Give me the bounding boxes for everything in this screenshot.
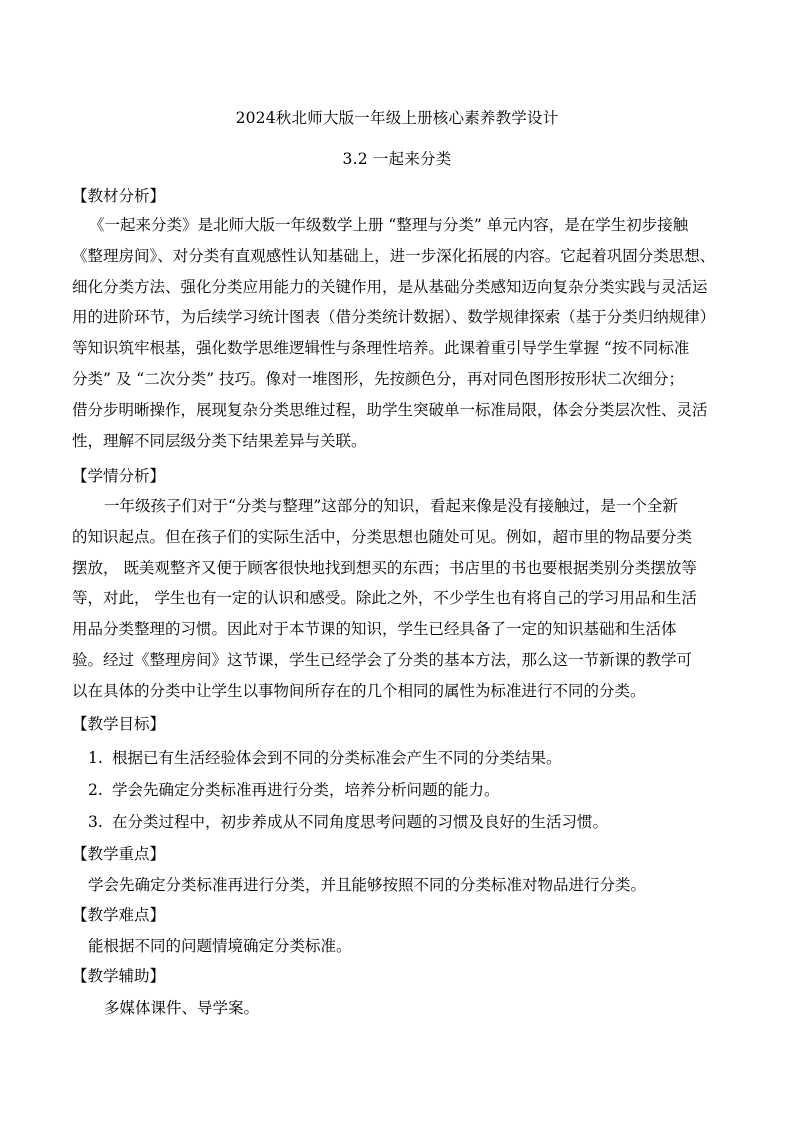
students-line: 一年级孩子们对于“分类与整理”这部分的知识，看起来像是没有接触过，是一个全新 bbox=[104, 497, 678, 515]
students-line: 摆放， 既美观整齐又便于顾客很快地找到想买的东西；书店里的书也要根据类别分类摆放等 bbox=[72, 558, 697, 577]
material-line: 性，理解不同层级分类下结果差异与关联。 bbox=[72, 431, 367, 450]
student-analysis-paragraph bbox=[72, 491, 734, 707]
goal-item bbox=[88, 810, 608, 832]
heading-teaching-key: 【教学重点】 bbox=[72, 845, 166, 863]
goal-text: 根据已有生活经验体会到不同的分类标准会产生不同的分类结果。 bbox=[112, 749, 562, 767]
students-line: 以在具体的分类中让学生以事物间所存在的几个相同的属性为标准进行不同的分类。 bbox=[72, 681, 646, 700]
material-line: 《一起来分类》是北师大版一年级数学上册 “整理与分类” 单元内容，是在学生初步接触 bbox=[89, 216, 689, 234]
heading-teaching-goals: 【教学目标】 bbox=[72, 715, 166, 733]
material-line: 分类” 及 “二次分类” 技巧。像对一堆图形，先按颜色分，再对同色图形按形状二次细分； bbox=[72, 369, 685, 388]
heading-student-analysis: 【学情分析】 bbox=[72, 467, 166, 485]
goal-text: 在分类过程中，初步养成从不同角度思考问题的习惯及良好的生活习惯。 bbox=[112, 813, 609, 831]
goal-number: 2. bbox=[88, 781, 103, 799]
students-line: 的知识起点。但在孩子们的实际生活中，分类思想也随处可见。例如，超市里的物品要分类 bbox=[72, 527, 693, 546]
goal-item bbox=[88, 778, 500, 800]
teaching-difficulty-text: 能根据不同的问题情境确定分类标准。 bbox=[88, 937, 352, 955]
goal-number: 1. bbox=[88, 749, 103, 767]
goal-text: 学会先确定分类标准再进行分类，培养分析问题的能力。 bbox=[112, 781, 500, 799]
document-title: 2024秋北师大版一年级上册核心素养教学设计 bbox=[235, 109, 559, 127]
heading-material-analysis: 【教材分析】 bbox=[72, 187, 166, 205]
heading-teaching-difficulty: 【教学难点】 bbox=[72, 906, 166, 924]
material-analysis-paragraph bbox=[72, 210, 734, 456]
material-line: 等知识筑牢根基，强化数学思维逻辑性与条理性培养。此课着重引导学生掌握 “按不同标准 bbox=[72, 339, 690, 358]
material-line: 《整理房间》、对分类有直观感性认知基础上，进一步深化拓展的内容。它起着巩固分类思想、 bbox=[72, 246, 716, 265]
teaching-key-text: 学会先确定分类标准再进行分类，并且能够按照不同的分类标准对物品进行分类。 bbox=[88, 876, 647, 894]
goal-item bbox=[88, 746, 562, 768]
students-line: 用品分类整理的习惯。因此对于本节课的知识，学生已经具备了一定的知识基础和生活体 bbox=[72, 620, 677, 639]
teaching-aids-text: 多媒体课件、导学案。 bbox=[104, 999, 260, 1017]
material-line: 细化分类方法、强化分类应用能力的关键作用，是从基础分类感知迈向复杂分类实践与灵活运 bbox=[72, 277, 708, 296]
students-line: 验。经过《整理房间》这节课，学生已经学会了分类的基本方法，那么这一节新课的教学可 bbox=[72, 650, 693, 669]
material-line: 用的进阶环节，为后续学习统计图表（借分类统计数据）、数学规律探索（基于分类归纳规律） bbox=[72, 308, 716, 327]
material-line: 借分步明晰操作，展现复杂分类思维过程，助学生突破单一标准局限，体会分类层次性、灵活 bbox=[72, 400, 708, 419]
goal-number: 3. bbox=[88, 813, 103, 831]
heading-teaching-aids: 【教学辅助】 bbox=[72, 967, 166, 985]
students-line: 等，对此， 学生也有一定的认识和感受。除此之外，不少学生也有将自己的学习用品和生活 bbox=[72, 589, 697, 608]
lesson-subtitle: 3.2 一起来分类 bbox=[342, 150, 452, 168]
